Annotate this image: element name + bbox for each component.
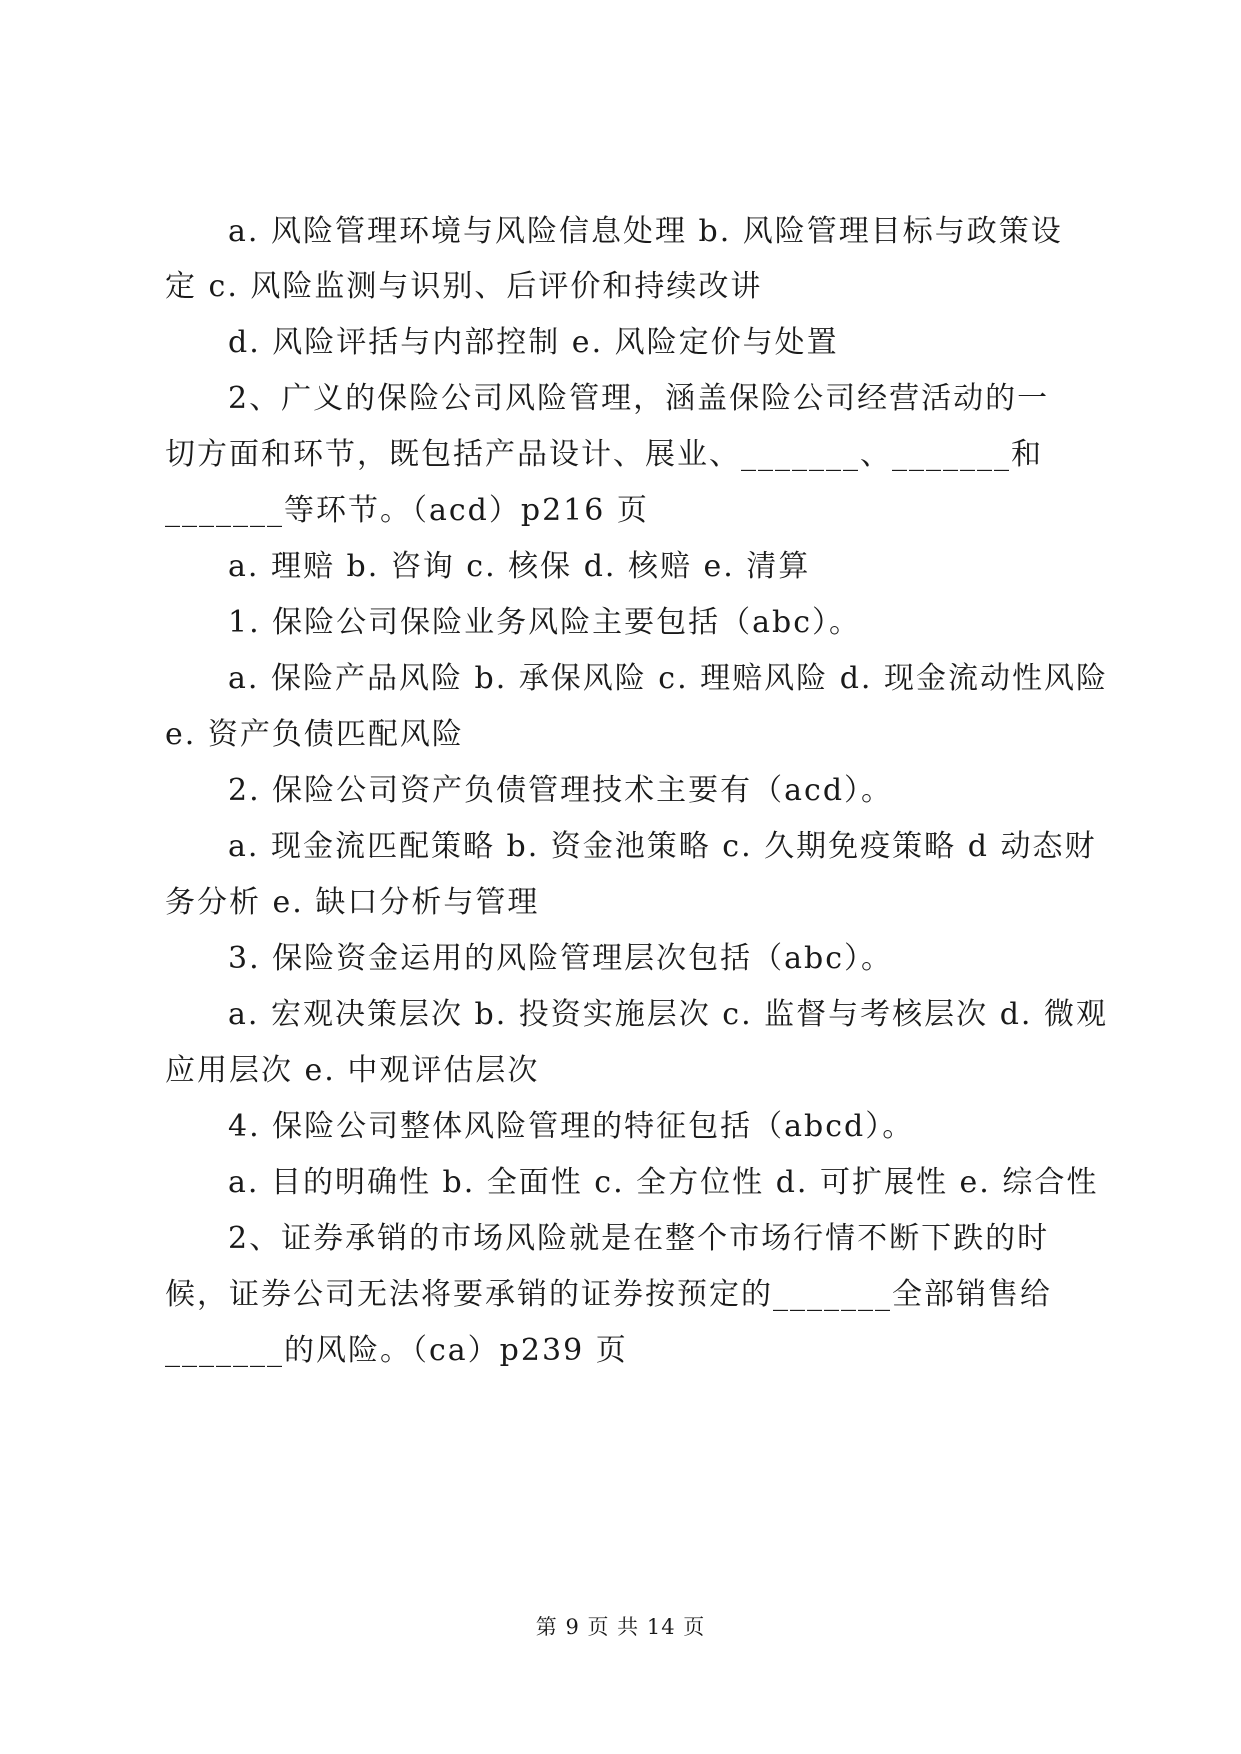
- text-line: 务分析 e. 缺口分析与管理: [165, 885, 540, 920]
- text-line: 2. 保险公司资产负债管理技术主要有（acd）。: [228, 773, 894, 808]
- text-line: a. 理赔 b. 咨询 c. 核保 d. 核赔 e. 清算: [228, 549, 811, 584]
- text-line: a. 现金流匹配策略 b. 资金池策略 c. 久期免疫策略 d 动态财: [228, 829, 1097, 864]
- text-line: 定 c. 风险监测与识别、后评价和持续改讲: [165, 269, 763, 304]
- text-line: 2、广义的保险公司风险管理，涵盖保险公司经营活动的一: [228, 381, 1050, 416]
- text-line: a. 目的明确性 b. 全面性 c. 全方位性 d. 可扩展性 e. 综合性: [228, 1165, 1099, 1200]
- text-line: a. 风险管理环境与风险信息处理 b. 风险管理目标与政策设: [228, 214, 1063, 249]
- text-line: _______的风险。（ca）p239 页: [165, 1333, 628, 1368]
- text-line: d. 风险评括与内部控制 e. 风险定价与处置: [228, 325, 839, 360]
- text-line: a. 宏观决策层次 b. 投资实施层次 c. 监督与考核层次 d. 微观: [228, 997, 1108, 1032]
- text-line: e. 资产负债匹配风险: [165, 717, 464, 752]
- text-line: 1. 保险公司保险业务风险主要包括（abc）。: [228, 605, 862, 640]
- text-line: 候，证券公司无法将要承销的证券按预定的_______全部销售给: [165, 1277, 1052, 1312]
- text-line: 4. 保险公司整体风险管理的特征包括（abcd）。: [228, 1109, 915, 1144]
- text-line: 应用层次 e. 中观评估层次: [165, 1053, 540, 1088]
- text-line: 3. 保险资金运用的风险管理层次包括（abc）。: [228, 941, 894, 976]
- page-number-footer: 第 9 页 共 14 页: [535, 1615, 706, 1639]
- text-line: 切方面和环节，既包括产品设计、展业、_______、_______和: [165, 437, 1043, 472]
- text-line: _______等环节。（acd）p216 页: [165, 493, 649, 528]
- text-line: a. 保险产品风险 b. 承保风险 c. 理赔风险 d. 现金流动性风险: [228, 661, 1108, 696]
- text-line: 2、证券承销的市场风险就是在整个市场行情不断下跌的时: [228, 1221, 1050, 1256]
